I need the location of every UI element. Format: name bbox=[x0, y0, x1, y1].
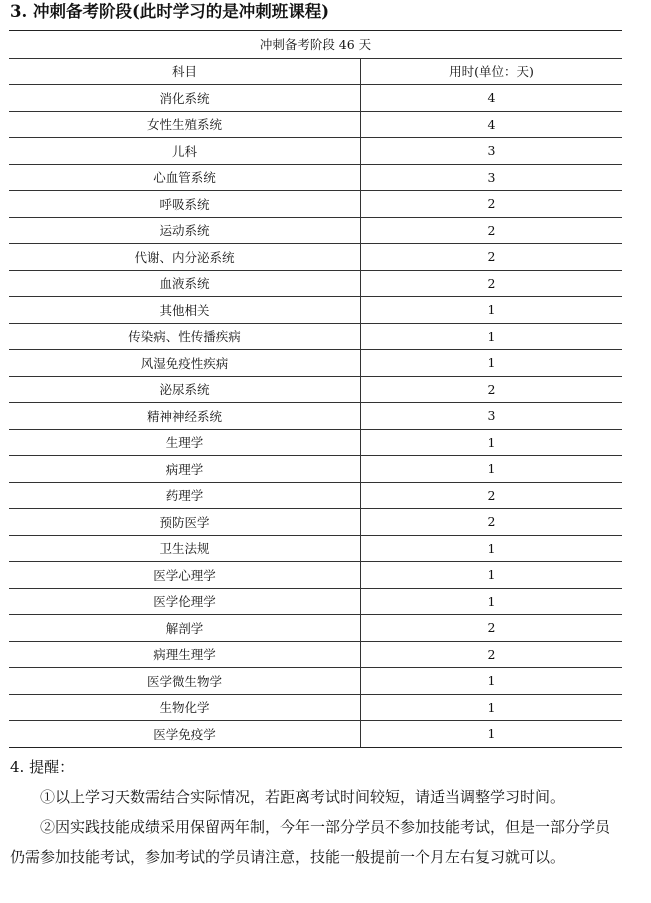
notes-title: 4. 提醒： bbox=[10, 758, 75, 776]
subject-cell: 生物化学 bbox=[9, 695, 361, 721]
subject-cell: 生理学 bbox=[9, 430, 361, 456]
table-row bbox=[9, 217, 622, 244]
table-row bbox=[9, 482, 622, 509]
table-row bbox=[9, 614, 622, 641]
subject-cell: 病理学 bbox=[9, 456, 361, 482]
days-cell: 2 bbox=[487, 646, 496, 662]
subject-cell: 女性生殖系统 bbox=[9, 112, 361, 138]
column-header-subject: 科目 bbox=[9, 59, 361, 85]
table-row bbox=[9, 137, 622, 164]
subject-cell: 预防医学 bbox=[9, 509, 361, 535]
subject-cell: 风湿免疫性疾病 bbox=[9, 350, 361, 376]
table-row bbox=[9, 296, 622, 323]
subject-cell: 代谢、内分泌系统 bbox=[9, 244, 361, 270]
table-row bbox=[9, 508, 622, 535]
table-row bbox=[9, 402, 622, 429]
subject-cell: 医学伦理学 bbox=[9, 589, 361, 615]
days-cell: 1 bbox=[487, 434, 496, 450]
days-cell: 3 bbox=[487, 143, 496, 159]
table-row bbox=[9, 455, 622, 482]
subject-cell: 病理生理学 bbox=[9, 642, 361, 668]
subject-cell: 医学微生物学 bbox=[9, 668, 361, 694]
days-cell: 2 bbox=[487, 249, 496, 265]
days-cell: 4 bbox=[487, 90, 496, 106]
table-row bbox=[9, 84, 622, 111]
section-heading: 3. 冲刺备考阶段(此时学习的是冲刺班课程) bbox=[10, 2, 330, 21]
subject-cell: 药理学 bbox=[9, 483, 361, 509]
subject-cell: 运动系统 bbox=[9, 218, 361, 244]
subject-cell: 消化系统 bbox=[9, 85, 361, 111]
table-header-row bbox=[9, 58, 622, 85]
table-row bbox=[9, 720, 622, 747]
subject-cell: 儿科 bbox=[9, 138, 361, 164]
note-item: ②因实践技能成绩采用保留两年制，今年一部分学员不参加技能考试，但是一部分学员仍需参加技能考试，参加考试的学员请注意，技能一般提前一个月左右复习就可以。 bbox=[10, 818, 611, 866]
table-row bbox=[9, 323, 622, 350]
subject-cell: 心血管系统 bbox=[9, 165, 361, 191]
subject-cell: 呼吸系统 bbox=[9, 191, 361, 217]
table-row bbox=[9, 243, 622, 270]
days-cell: 1 bbox=[487, 699, 496, 715]
days-cell: 1 bbox=[487, 593, 496, 609]
table-row bbox=[9, 190, 622, 217]
sprint-stage-table bbox=[9, 30, 622, 748]
table-caption-row bbox=[9, 31, 622, 58]
table-row bbox=[9, 667, 622, 694]
days-cell: 1 bbox=[487, 302, 496, 318]
days-cell: 1 bbox=[487, 355, 496, 371]
subject-cell: 医学免疫学 bbox=[9, 721, 361, 747]
table-row bbox=[9, 270, 622, 297]
reminder-notes bbox=[10, 752, 622, 872]
table-row bbox=[9, 429, 622, 456]
note-item: ①以上学习天数需结合实际情况，若距离考试时间较短，请适当调整学习时间。 bbox=[40, 788, 566, 806]
table-row bbox=[9, 641, 622, 668]
days-cell: 2 bbox=[487, 381, 496, 397]
table-row bbox=[9, 694, 622, 721]
days-cell: 1 bbox=[487, 540, 496, 556]
table-caption: 冲刺备考阶段 46 天 bbox=[259, 37, 372, 53]
subject-cell: 卫生法规 bbox=[9, 536, 361, 562]
days-cell: 2 bbox=[487, 514, 496, 530]
subject-cell: 其他相关 bbox=[9, 297, 361, 323]
days-cell: 3 bbox=[487, 169, 496, 185]
subject-cell: 血液系统 bbox=[9, 271, 361, 297]
table-row bbox=[9, 561, 622, 588]
column-header-days: 用时(单位：天) bbox=[449, 64, 534, 80]
days-cell: 4 bbox=[487, 116, 496, 132]
table-body bbox=[9, 84, 622, 747]
days-cell: 2 bbox=[487, 196, 496, 212]
days-cell: 1 bbox=[487, 673, 496, 689]
table-row bbox=[9, 535, 622, 562]
table-row bbox=[9, 376, 622, 403]
subject-cell: 解剖学 bbox=[9, 615, 361, 641]
days-cell: 1 bbox=[487, 328, 496, 344]
days-cell: 1 bbox=[487, 567, 496, 583]
days-cell: 2 bbox=[487, 222, 496, 238]
subject-cell: 精神神经系统 bbox=[9, 403, 361, 429]
table-row bbox=[9, 588, 622, 615]
subject-cell: 医学心理学 bbox=[9, 562, 361, 588]
days-cell: 1 bbox=[487, 461, 496, 477]
subject-cell: 泌尿系统 bbox=[9, 377, 361, 403]
days-cell: 2 bbox=[487, 275, 496, 291]
days-cell: 3 bbox=[487, 408, 496, 424]
days-cell: 1 bbox=[487, 726, 496, 742]
table-row bbox=[9, 349, 622, 376]
days-cell: 2 bbox=[487, 487, 496, 503]
days-cell: 2 bbox=[487, 620, 496, 636]
table-row bbox=[9, 111, 622, 138]
subject-cell: 传染病、性传播疾病 bbox=[9, 324, 361, 350]
table-row bbox=[9, 164, 622, 191]
